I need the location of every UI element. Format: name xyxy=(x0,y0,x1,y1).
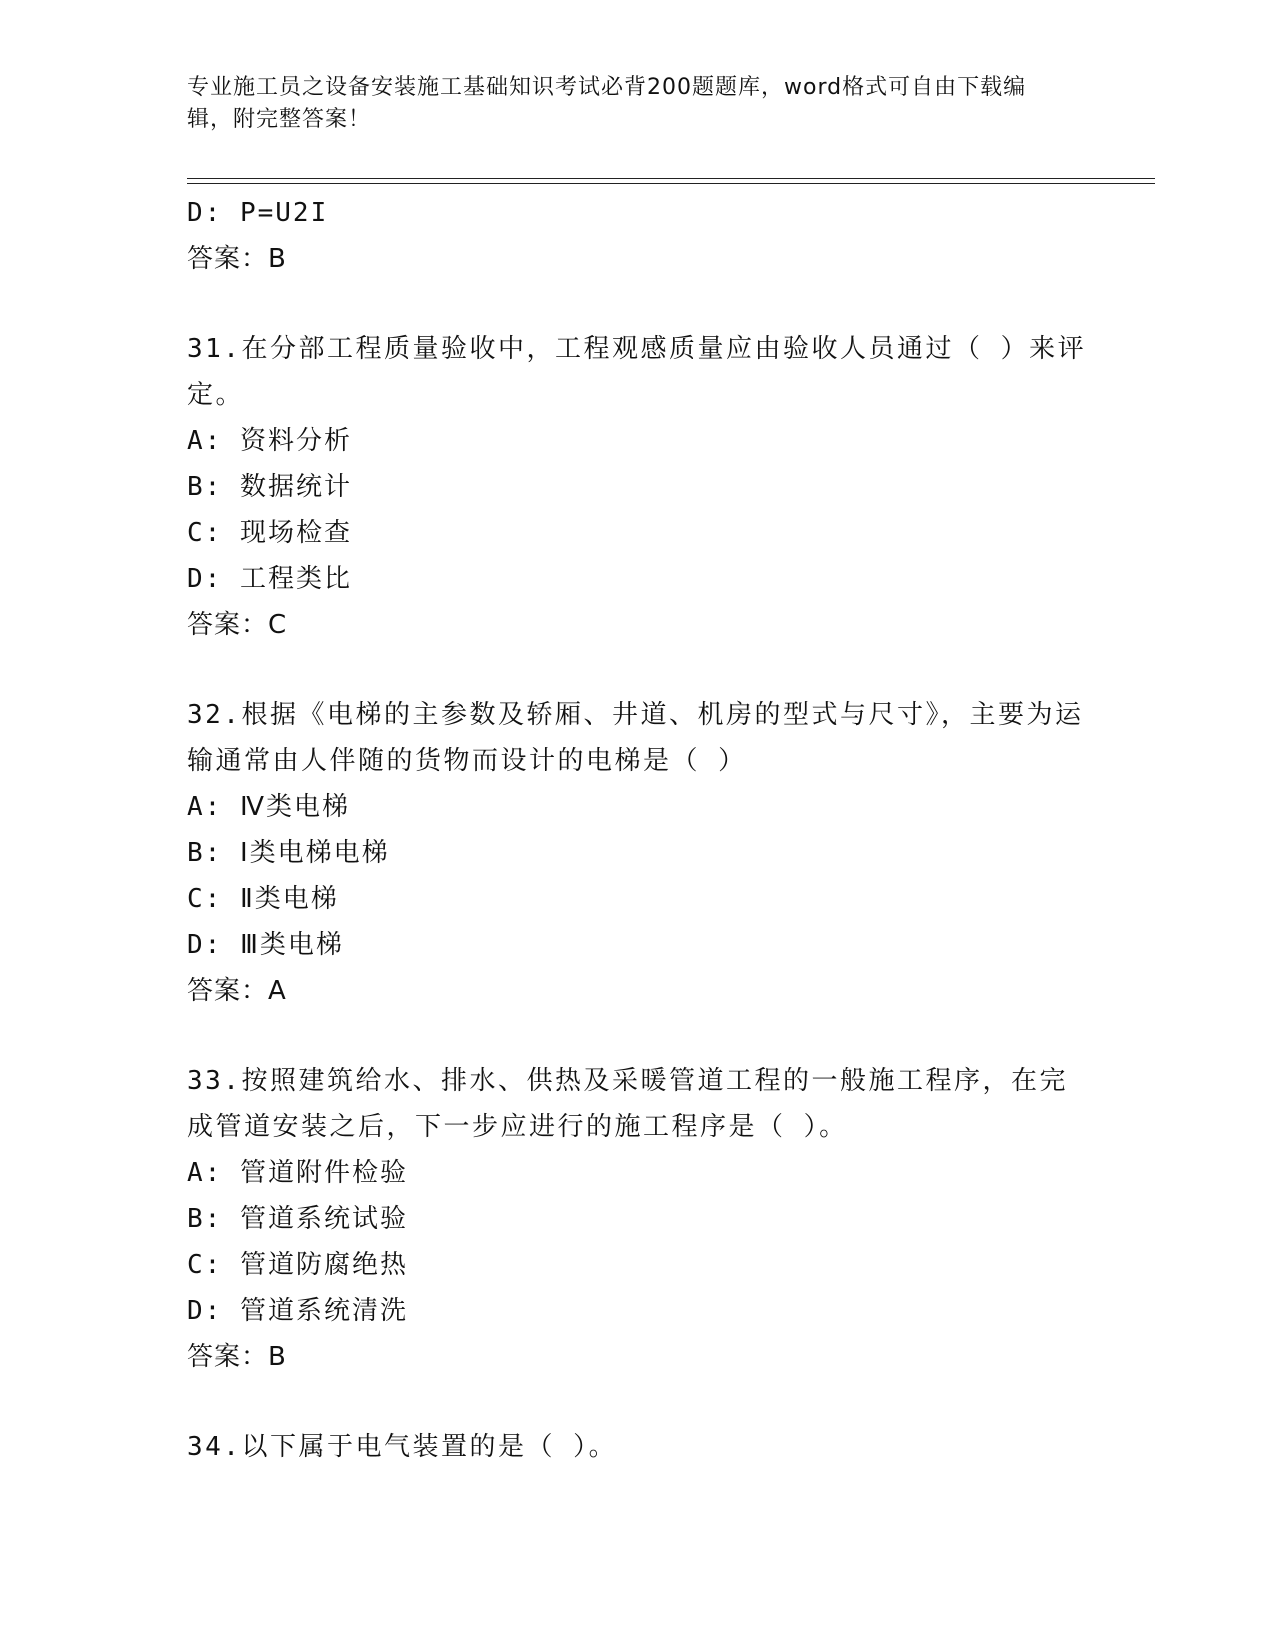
option-d: D: 工程类比 xyxy=(187,564,352,594)
question-stem: 33.按照建筑给水、排水、供热及采暖管道工程的一般施工程序，在完成管道安装之后，下一步应进行的施工程序是（ ）。 xyxy=(187,1066,1068,1142)
question-stem: 32.根据《电梯的主参数及轿厢、井道、机房的型式与尺寸》，主要为运输通常由人伴随的货物而设计的电梯是（ ） xyxy=(187,700,1084,776)
option-d: D: 管道系统清洗 xyxy=(187,1296,408,1326)
question-stem: 31.在分部工程质量验收中，工程观感质量应由验收人员通过（ ）来评定。 xyxy=(187,334,1087,410)
option-b: B: 管道系统试验 xyxy=(187,1204,408,1234)
answer: 答案：A xyxy=(187,976,287,1006)
option-c: C: Ⅱ类电梯 xyxy=(187,884,339,914)
question-32 xyxy=(187,692,1087,1014)
question-31 xyxy=(187,326,1087,648)
document-header: 专业施工员之设备安装施工基础知识考试必背200题题库，word格式可自由下载编辑，附完整答案！ xyxy=(187,75,1027,132)
answer: 答案：B xyxy=(187,1342,287,1372)
question-34 xyxy=(187,1424,1087,1470)
header-divider-top xyxy=(187,178,1155,179)
option-c: C: 管道防腐绝热 xyxy=(187,1250,408,1280)
option-b: B: 数据统计 xyxy=(187,472,352,502)
option-a: A: Ⅳ类电梯 xyxy=(187,792,350,822)
question-list xyxy=(187,190,1087,1470)
header-divider-bottom xyxy=(187,183,1155,184)
option-d: D: Ⅲ类电梯 xyxy=(187,930,344,960)
prev-answer: 答案：B xyxy=(187,244,287,274)
option-a: A: 管道附件检验 xyxy=(187,1158,408,1188)
option-c: C: 现场检查 xyxy=(187,518,352,548)
question-stem: 34.以下属于电气装置的是（ ）。 xyxy=(187,1432,618,1462)
option-b: B: Ⅰ类电梯电梯 xyxy=(187,838,390,868)
option-a: A: 资料分析 xyxy=(187,426,352,456)
prev-option-d: D: P=U2I xyxy=(187,198,329,228)
answer: 答案：C xyxy=(187,610,288,640)
question-33 xyxy=(187,1058,1087,1380)
